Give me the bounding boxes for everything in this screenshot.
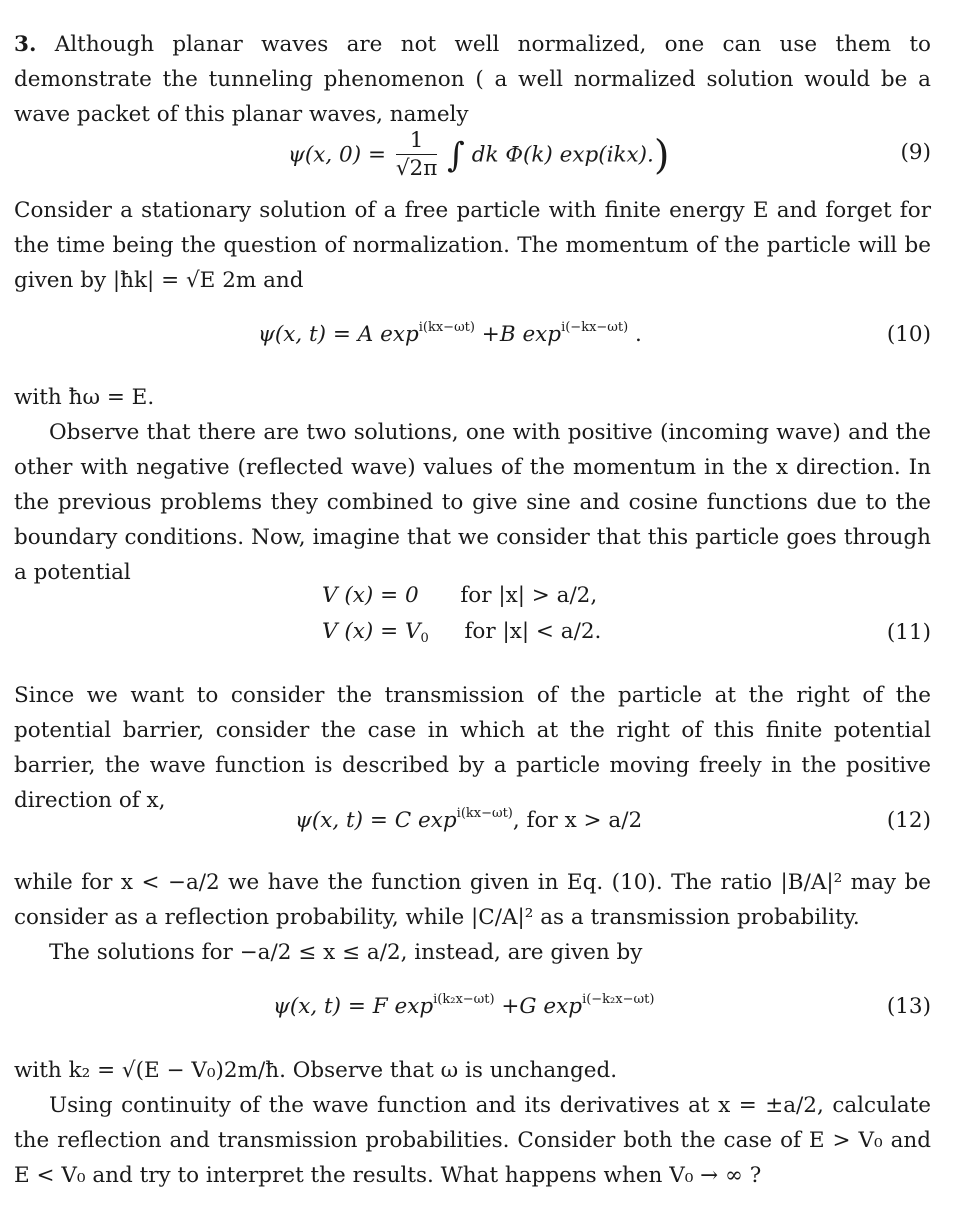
eq11-row-2: [322, 614, 601, 650]
eq13-sup1: i(k₂x−ωt): [433, 992, 495, 1007]
eq12-sup: i(kx−ωt): [456, 806, 513, 821]
equation-number-10: (10): [886, 322, 931, 347]
paragraph-solutions: [14, 935, 931, 970]
observe-text: Observe that there are two solutions, one with positive (incoming wave) and the other with negative (reflected wave) values of the momentum in the x direction. In the previous problems they combined to give sine and cosine functions due to the boundary conditions. Now, imagine that we consider that this particle goes through a potential: [14, 420, 931, 585]
equation-number-9: (9): [900, 140, 931, 165]
eq9-body: dk Φ(k) exp(ikx).: [471, 142, 654, 168]
eq12-end: , for x > a/2: [512, 808, 643, 833]
eq13-sup2: i(−k₂x−ωt): [582, 992, 655, 1007]
paragraph-intro: [14, 27, 931, 132]
continuity-text: Using continuity of the wave function and its derivatives at x = ±a/2, calculate the reflection and transmission probabilities. Consider both the case of E > V₀ and E < V₀ and try to interpret the results. What happens when V₀ → ∞ ?: [14, 1093, 931, 1188]
equation-number-12: (12): [886, 808, 931, 833]
paragraph-transmission: [14, 678, 931, 818]
paragraph-hbar-omega: [14, 380, 931, 415]
eq11-row-1: [322, 578, 601, 614]
equation-number-13: (13): [886, 994, 931, 1019]
eq11-row2-lhs: V (x) = V: [322, 619, 421, 644]
intro-text: Although planar waves are not well normalized, one can use them to demonstrate the tunneling phenomenon ( a well normalized solution would be a wave packet of this planar waves, namely: [14, 32, 931, 127]
paragraph-observe: [14, 415, 931, 590]
integral-sign: ∫: [447, 135, 465, 176]
eq10-text: ψ(x, t) = A exp: [258, 322, 419, 347]
stationary-text: Consider a stationary solution of a free particle with finite energy E and forget for the time being the question of normalization. The momentum of the particle will be given by |ħk| = √E 2m and: [14, 198, 931, 293]
eq10-end: .: [628, 322, 642, 347]
paragraph-ratio: [14, 865, 931, 935]
eq11-row2-sub: 0: [420, 631, 429, 646]
equation-12: [295, 808, 642, 833]
transmission-text: Since we want to consider the transmission of the particle at the right of the potential barrier, consider the case in which at the right of this finite potential barrier, the wave function is described by a particle moving freely in the positive direction of x,: [14, 683, 931, 813]
solutions-text: The solutions for −a/2 ≤ x ≤ a/2, instead, are given by: [49, 940, 643, 965]
eq13-text: ψ(x, t) = F exp: [273, 994, 434, 1019]
eq11-row1-lhs: V (x) = 0: [322, 583, 419, 608]
eq11-row2-rhs: for |x| < a/2.: [464, 619, 602, 644]
ratio-text: while for x < −a/2 we have the function given in Eq. (10). The ratio |B/A|² may be consider as a reflection probability, while |C/A|² as a transmission probability.: [14, 870, 931, 930]
eq13-mid: +G exp: [494, 994, 583, 1019]
equation-9: [288, 128, 670, 183]
equation-11: [322, 578, 601, 650]
equation-10: [258, 322, 642, 347]
k2-text: with k₂ = √(E − V₀)2m/ħ. Observe that ω is unchanged.: [14, 1058, 618, 1083]
eq9-frac-den: √2π: [395, 156, 438, 181]
equation-13: [273, 994, 654, 1019]
eq12-text: ψ(x, t) = C exp: [295, 808, 457, 833]
eq10-sup1: i(kx−ωt): [418, 320, 475, 335]
eq9-frac-num: 1: [396, 128, 438, 155]
equation-number-11: (11): [886, 620, 931, 645]
eq9-fraction: [396, 128, 438, 183]
eq9-close-paren: ): [653, 132, 670, 179]
paragraph-continuity: [14, 1088, 931, 1193]
eq11-row1-rhs: for |x| > a/2,: [460, 583, 598, 608]
problem-number: 3.: [14, 32, 37, 57]
eq10-mid: +B exp: [474, 322, 562, 347]
paragraph-stationary: [14, 193, 931, 298]
eq9-lhs: ψ(x, 0) =: [288, 142, 386, 168]
eq10-sup2: i(−kx−ωt): [561, 320, 629, 335]
paragraph-k2: [14, 1053, 931, 1088]
hbar-omega-text: with ħω = E.: [14, 385, 155, 410]
